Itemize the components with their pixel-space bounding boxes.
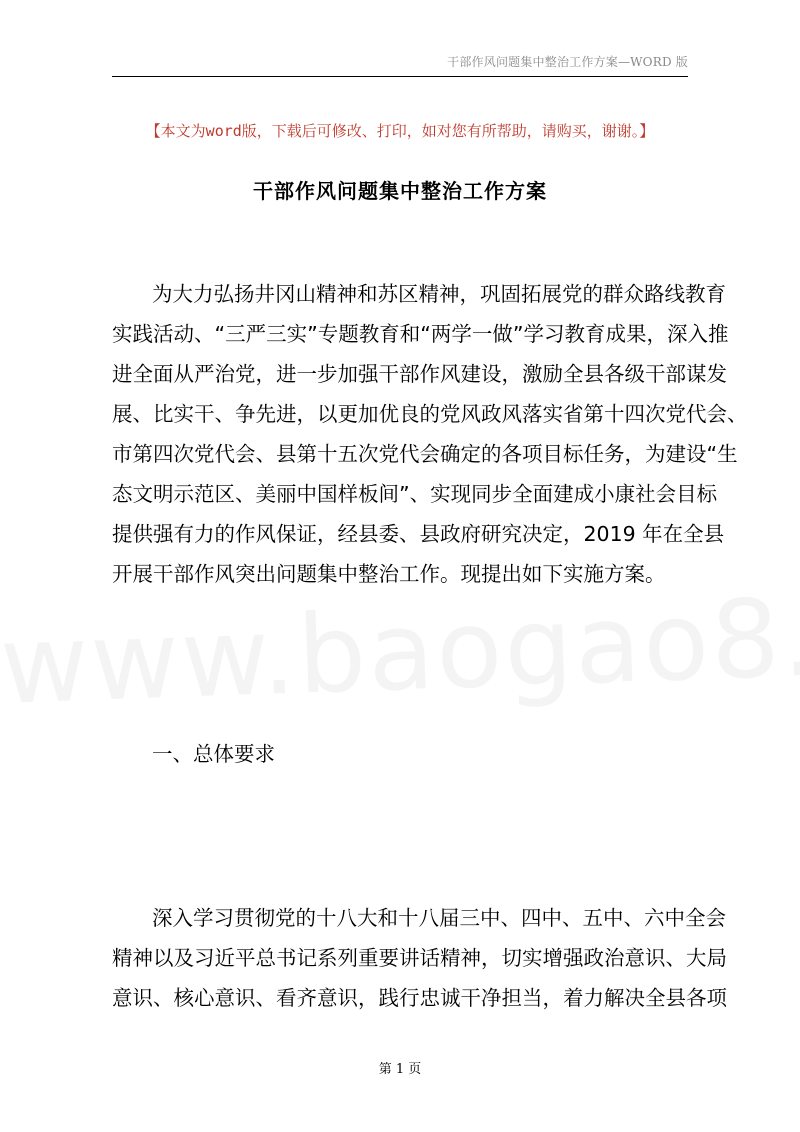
header-rule [112, 76, 688, 77]
paragraph-line: 进全面从严治党，进一步加强干部作风建设，激励全县各级干部谋发 [112, 362, 727, 386]
page-number: 第 1 页 [378, 1062, 422, 1077]
paragraph-general-requirements [112, 898, 727, 1018]
paragraph-line: 精神以及习近平总书记系列重要讲话精神，切实增强政治意识、大局 [112, 946, 727, 970]
paragraph-line: 意识、核心意识、看齐意识，践行忠诚干净担当，着力解决全县各项 [112, 986, 727, 1010]
paragraph-line: 展、比实干、争先进，以更加优良的党风政风落实省第十四次党代会、 [112, 402, 748, 426]
document-title: 干部作风问题集中整治工作方案 [253, 179, 547, 203]
download-notice: 【本文为word版，下载后可修改、打印，如对您有所帮助，请购买，谢谢。】 [145, 122, 655, 140]
paragraph-line: 提供强有力的作风保证，经县委、县政府研究决定，2019 年在全县 [112, 522, 725, 546]
paragraph-line: 市第四次党代会、县第十五次党代会确定的各项目标任务，为建设“生 [112, 442, 738, 466]
paragraph-line: 为大力弘扬井冈山精神和苏区精神，巩固拓展党的群众路线教育 [152, 282, 726, 306]
paragraph-line: 深入学习贯彻党的十八大和十八届三中、四中、五中、六中全会 [152, 906, 726, 930]
running-header: 干部作风问题集中整治工作方案—WORD 版 [447, 55, 688, 69]
paragraph-line: 实践活动、“三严三实”专题教育和“两学一做”学习教育成果，深入推 [112, 322, 729, 346]
paragraph-line: 态文明示范区、美丽中国样板间”、实现同步全面建成小康社会目标 [112, 482, 718, 506]
watermark [0, 576, 800, 729]
paragraph-intro [112, 274, 748, 594]
paragraph-line: 开展干部作风突出问题集中整治工作。现提出如下实施方案。 [112, 562, 666, 586]
section-heading-general-requirements: 一、总体要求 [152, 742, 275, 766]
